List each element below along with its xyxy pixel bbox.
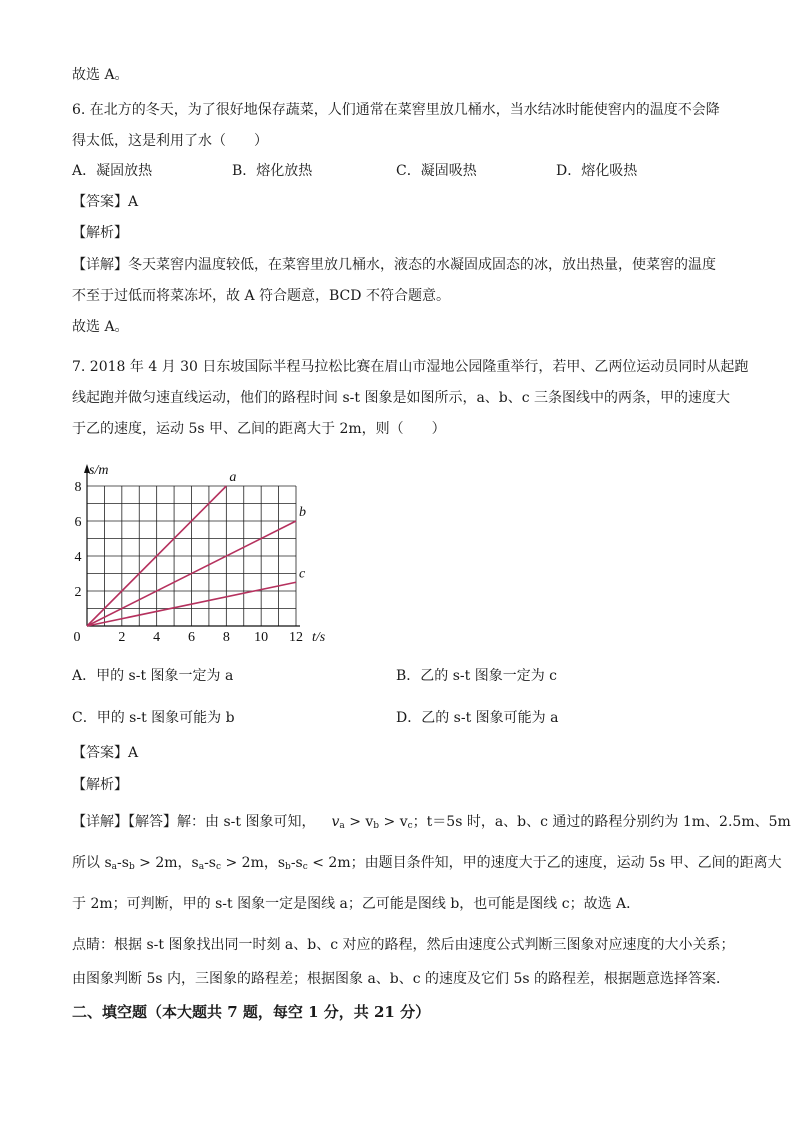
series-label-c: c (299, 566, 306, 582)
series-label-a: a (229, 470, 237, 485)
q7-option-d: D．乙的 s-t 图象可能为 a (396, 710, 559, 726)
x-tick-label: 12 (289, 630, 303, 645)
y-tick-label: 2 (74, 585, 82, 600)
x-tick-label: 6 (188, 630, 195, 645)
q7-option-c: C．甲的 s-t 图象可能为 b (72, 710, 235, 726)
series-label-b: b (299, 505, 306, 520)
x-tick-label: 2 (118, 630, 126, 645)
y-tick-label: 4 (74, 550, 82, 565)
q6-option-c: C．凝固吸热 (396, 163, 477, 179)
y-tick-label: 8 (74, 480, 82, 495)
x-tick-label: 8 (222, 630, 230, 645)
tip-text: 点睛：根据 s-t 图象找出同一时刻 a、b、c 对应的路程，然后由速度公式判断三图象对应速度的大小关系； (72, 937, 735, 953)
x-tick-label: 4 (153, 630, 161, 645)
x-tick-label: 0 (73, 630, 81, 645)
question-7-stem-cont: 于乙的速度，运动 5s 甲、乙间的距离大于 2m，则（ ） (72, 421, 446, 437)
question-6-stem-cont: 得太低，这是利用了水（ ） (72, 133, 268, 149)
s-t-chart (56, 448, 346, 648)
text-line: 故选 A。 (72, 319, 129, 335)
explanation-text: 不至于过低而将菜冻坏，故 A 符合题意，BCD 不符合题意。 (72, 288, 450, 304)
q6-option-d: D．熔化吸热 (556, 163, 638, 179)
question-7-stem: 7. 2018 年 4 月 30 日东坡国际半程马拉松比赛在眉山市湿地公园隆重举行，若甲、乙两位运动员同时从起跑 (72, 359, 749, 375)
x-axis-label: t/s (312, 630, 326, 645)
explanation-text: 【详解】【解答】解：由 s-t 图象可知， $v_a > v_b > v_c$；t＝5s 时，a、b、c 通过的路程分别约为 1m、2.5m、5m (72, 814, 791, 831)
q6-option-a: A．凝固放热 (72, 163, 153, 179)
chart-series (87, 470, 306, 626)
q7-option-b: B．乙的 s-t 图象一定为 c (396, 668, 558, 684)
analysis-label: 【解析】 (72, 225, 128, 241)
chart-axes (84, 464, 300, 626)
explanation-text: 【详解】冬天菜窖内温度较低，在菜窖里放几桶水，液态的水凝固成固态的冰，放出热量，使菜窖的温度 (72, 257, 716, 273)
analysis-label: 【解析】 (72, 777, 128, 793)
chart-grid (87, 486, 296, 626)
text-line: 故选 A。 (72, 67, 129, 83)
section-heading: 二、填空题（本大题共 7 题，每空 1 分，共 21 分） (72, 1003, 431, 1021)
tip-text: 由图象判断 5s 内，三图象的路程差；根据图象 a、b、c 的速度及它们 5s 的路程差，根据题意选择答案． (72, 971, 731, 987)
x-tick-label: 10 (254, 630, 269, 645)
y-axis-label: s/m (89, 463, 109, 478)
answer-label: 【答案】A (72, 194, 139, 210)
chart-ticks (74, 480, 304, 645)
explanation-text: 于 2m；可判断，甲的 s-t 图象一定是图线 a；乙可能是图线 b，也可能是图线 c；故选 A． (72, 896, 641, 912)
y-tick-label: 6 (74, 515, 82, 530)
question-7-stem-cont: 线起跑并做匀速直线运动，他们的路程时间 s-t 图象是如图所示，a、b、c 三条图线中的两条，甲的速度大 (72, 390, 731, 406)
explanation-text: 所以 $s_a-s_b > 2m$，$s_a-s_c > 2m$，$s_b-s_c < 2m$；由题目条件知，甲的速度大于乙的速度，运动 5s 甲、乙间的距离大 (72, 855, 782, 872)
q6-option-b: B．熔化放热 (232, 163, 313, 179)
q7-option-a: A．甲的 s-t 图象一定为 a (72, 668, 234, 684)
question-6-stem: 6. 在北方的冬天，为了很好地保存蔬菜，人们通常在菜窖里放几桶水，当水结冰时能使窖内的温度不会降 (72, 102, 720, 118)
answer-label: 【答案】A (72, 745, 139, 761)
